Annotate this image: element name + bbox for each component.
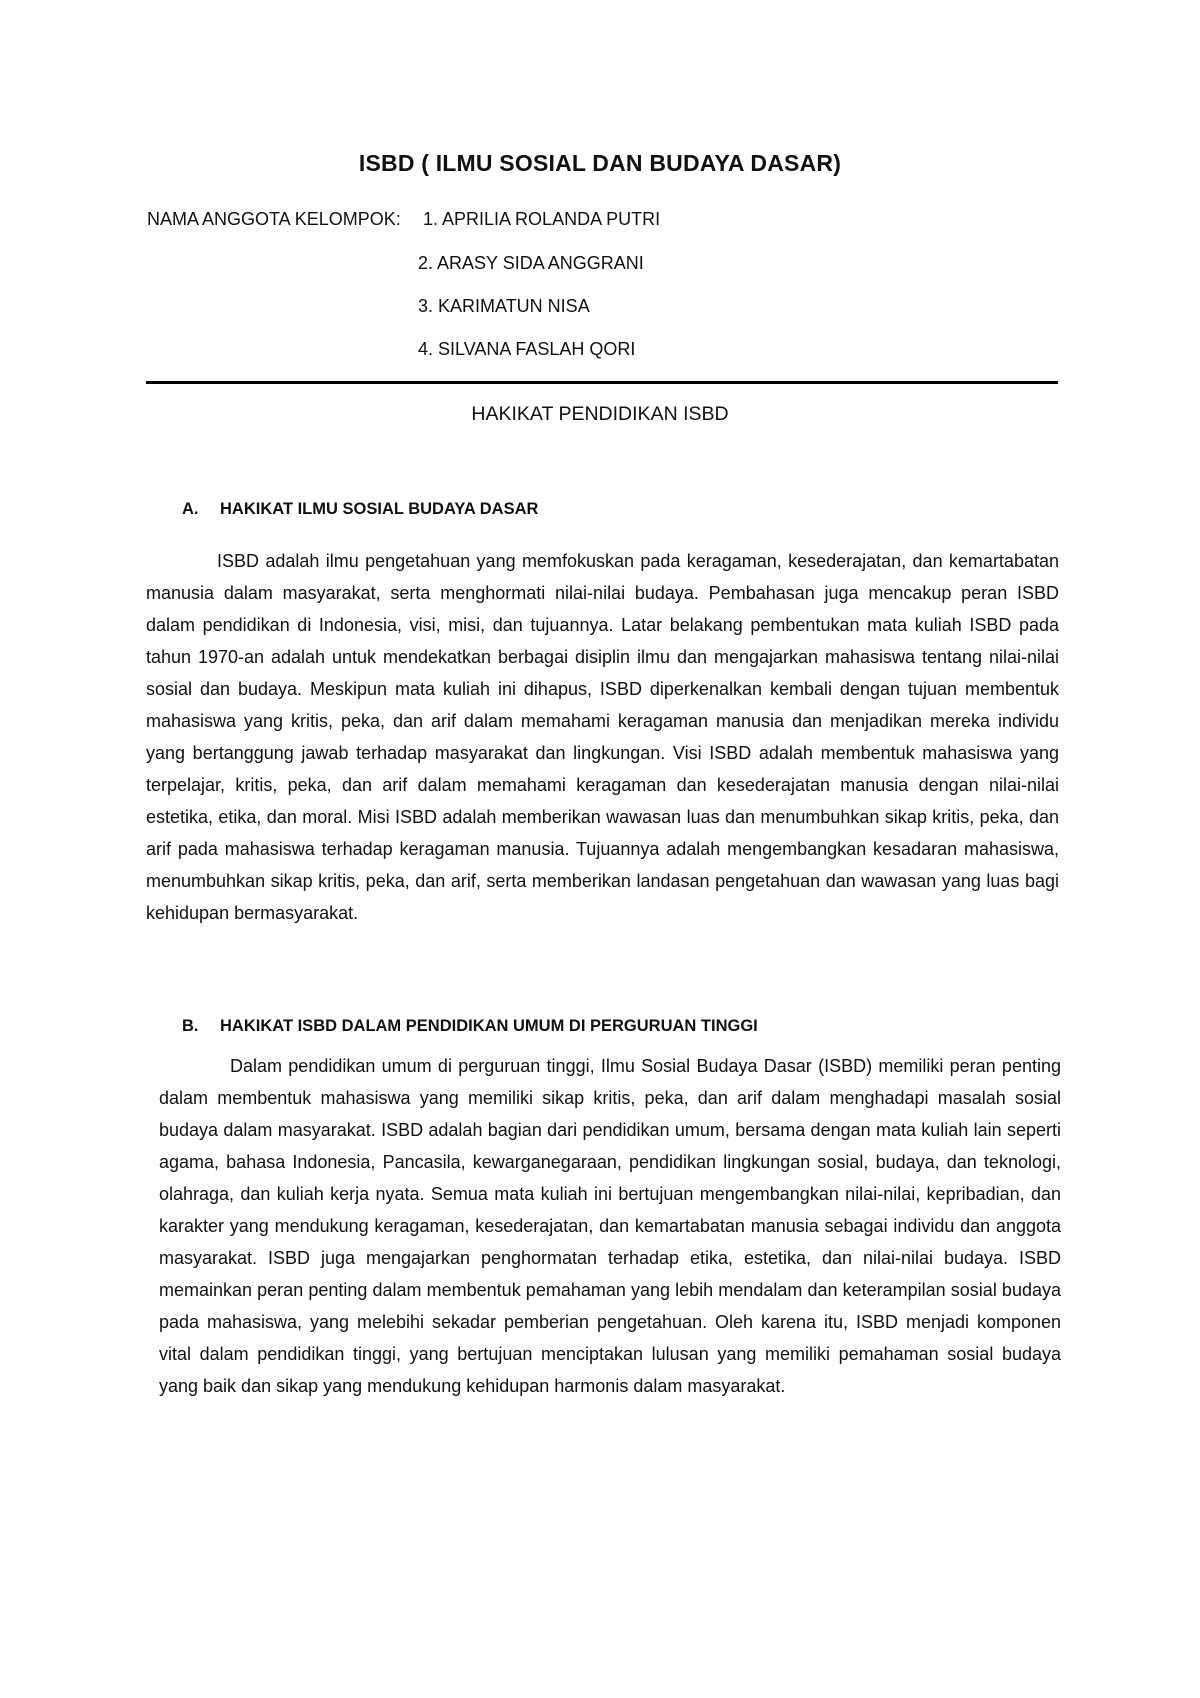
member-item: 4. SILVANA FASLAH QORI (418, 339, 636, 359)
document-subtitle: HAKIKAT PENDIDIKAN ISBD (471, 403, 729, 425)
member-item: 1. APRILIA ROLANDA PUTRI (423, 209, 661, 229)
section-b-paragraph: Dalam pendidikan umum di perguruan tinggi, Ilmu Sosial Budaya Dasar (ISBD) memiliki peran penting dalam membentuk mahasiswa yang memiliki sikap kritis, peka, dan arif dalam menghadapi masalah sosial budaya dalam masyarakat. ISBD adalah bagian dari pendidikan umum, bersama dengan mata kuliah lain seperti agama, bahasa Indonesia, Pancasila, kewarganegaraan, pendidikan lingkungan sosial, budaya, dan teknologi, olahraga, dan kuliah kerja nyata. Semua mata kuliah ini bertujuan mengembangkan nilai-nilai, kepribadian, dan karakter yang mendukung keragaman, kesederajatan, dan kemartabatan manusia sebagai individu dan anggota masyarakat. ISBD juga mengajarkan penghormatan terhadap etika, estetika, dan nilai-nilai budaya. ISBD memainkan peran penting dalam membentuk pemahaman yang lebih mendalam dan keterampilan sosial budaya pada mahasiswa, yang melebihi sekadar pemberian pengetahuan. Oleh karena itu, ISBD menjadi komponen vital dalam pendidikan tinggi, yang bertujuan menciptakan lulusan yang memiliki pemahaman sosial budaya yang baik dan sikap yang mendukung kehidupan harmonis dalam masyarakat. (159, 1056, 1061, 1396)
document-title: ISBD ( ILMU SOSIAL DAN BUDAYA DASAR) (358, 150, 842, 176)
section-heading-a (182, 500, 538, 519)
section-a-paragraph: ISBD adalah ilmu pengetahuan yang memfokuskan pada keragaman, kesederajatan, dan kemartabatan manusia dalam masyarakat, serta menghormati nilai-nilai budaya. Pembahasan juga mencakup peran ISBD dalam pendidikan di Indonesia, visi, misi, dan tujuannya. Latar belakang pembentukan mata kuliah ISBD pada tahun 1970-an adalah untuk mendekatkan berbagai disiplin ilmu dan mengajarkan mahasiswa tentang nilai-nilai sosial dan budaya. Meskipun mata kuliah ini dihapus, ISBD diperkenalkan kembali dengan tujuan membentuk mahasiswa yang kritis, peka, dan arif dalam memahami keragaman manusia dan menjadikan mereka individu yang bertanggung jawab terhadap masyarakat dan lingkungan. Visi ISBD adalah membentuk mahasiswa yang terpelajar, kritis, peka, dan arif dalam memahami keragaman dan kesederajatan manusia dengan nilai-nilai estetika, etika, dan moral. Misi ISBD adalah memberikan wawasan luas dan menumbuhkan sikap kritis, peka, dan arif pada mahasiswa terhadap keragaman manusia. Tujuannya adalah mengembangkan kesadaran mahasiswa, menumbuhkan sikap kritis, peka, dan arif, serta memberikan landasan pengetahuan dan wawasan yang luas bagi kehidupan bermasyarakat. (146, 551, 1059, 923)
section-heading-b (182, 1017, 758, 1036)
section-heading-text: HAKIKAT ILMU SOSIAL BUDAYA DASAR (220, 500, 539, 518)
section-letter: A. (182, 500, 199, 518)
members-label: NAMA ANGGOTA KELOMPOK: (147, 209, 401, 229)
member-item: 2. ARASY SIDA ANGGRANI (418, 253, 644, 273)
horizontal-divider (146, 381, 1058, 384)
member-item: 3. KARIMATUN NISA (418, 296, 590, 316)
section-heading-text: HAKIKAT ISBD DALAM PENDIDIKAN UMUM DI PERGURUAN TINGGI (220, 1017, 758, 1035)
section-letter: B. (182, 1017, 199, 1035)
